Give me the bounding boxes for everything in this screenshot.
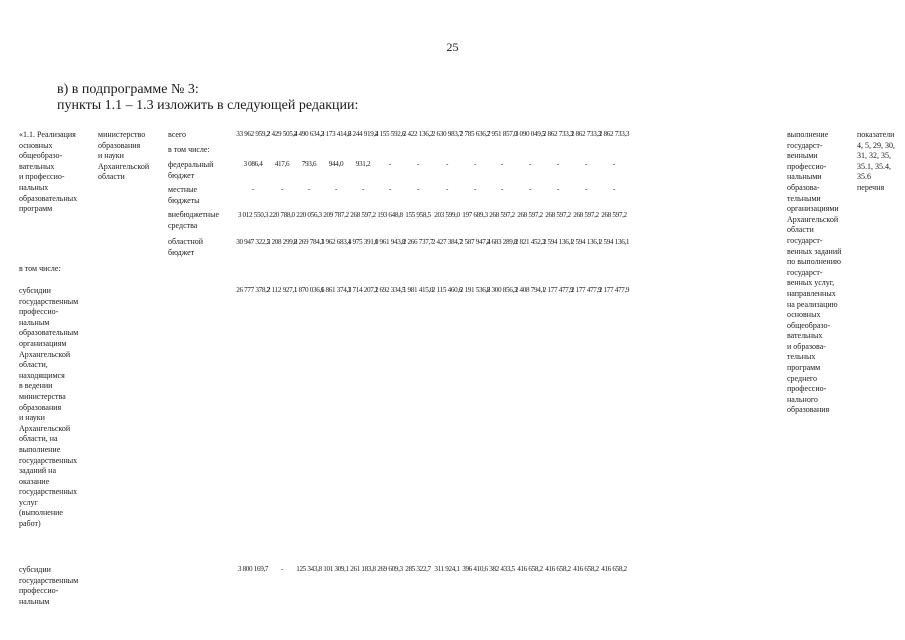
funding-label-local: местные бюджеты [168,185,200,205]
funding-extrabudget-value: 220 788,0 [269,211,295,219]
funding-local-value: - [612,185,616,193]
subsidy-1-value: 2 177 477,9 [570,286,602,294]
funding-local-value: - [416,185,420,193]
funding-local-value: - [500,185,504,193]
subsidy-1-value: 2 177 477,9 [542,286,574,294]
funding-local-value: - [388,185,392,193]
funding-label-regional: областной бюджет [168,237,204,257]
funding-federal-value: - [473,160,477,168]
funding-local-value: - [280,185,284,193]
funding-total-value: 2 862 733,3 [598,130,630,138]
funding-total-value: 2 490 634,3 [293,130,325,138]
funding-local-value: - [584,185,588,193]
funding-regional-value: 2 269 784,3 [293,238,325,246]
funding-regional-value: 1 962 683,4 [320,238,352,246]
funding-regional-value: 2 683 289,8 [486,238,518,246]
funding-local-value: - [445,185,449,193]
subsidy-2-value: 416 658,2 [517,565,543,573]
subsidy-1-value: 1 981 415,0 [402,286,434,294]
funding-total-value: 2 951 857,0 [486,130,518,138]
subsidy-1-value: 2 115 460,6 [431,286,463,294]
funding-label-federal: федеральный бюджет [168,160,214,180]
funding-extrabudget-value: 209 787,2 [323,211,349,219]
funding-local-value: - [251,185,255,193]
funding-federal-value: 931,2 [355,160,371,168]
funding-local-value: - [307,185,311,193]
subsidy-2-value: 416 658,2 [545,565,571,573]
funding-regional-value: 1 975 391,0 [347,238,379,246]
funding-federal-value: - [388,160,392,168]
funding-extrabudget-value: 268 597,2 [517,211,543,219]
funding-total-value: 3 090 049,5 [514,130,546,138]
subsidy-2-value: 416 658,2 [573,565,599,573]
funding-federal-value: - [612,160,616,168]
funding-label-including: в том числе: [168,145,210,154]
funding-extrabudget-value: 268 597,2 [489,211,515,219]
funding-extrabudget-value: 220 056,3 [296,211,322,219]
funding-extrabudget-value: 268 597,2 [545,211,571,219]
funding-total-value: 2 422 136,2 [402,130,434,138]
subsidy-2-value: 101 309,1 [323,565,349,573]
subsidy-2-value: 311 924,1 [434,565,460,573]
heading-subprogram: в) в подпрограмме № 3: [57,82,199,97]
funding-total-value: 2 862 733,3 [570,130,602,138]
funding-federal-value: - [416,160,420,168]
subsidy-2-value: 285 322,7 [405,565,431,573]
funding-federal-value: 944,0 [328,160,344,168]
funding-total-value: 33 962 959,2 [236,130,270,138]
subsidy-1-value: 1 861 374,3 [320,286,352,294]
subsidy-1-value: 1 714 207,2 [347,286,379,294]
funding-regional-value: 2 427 384,7 [431,238,463,246]
funding-federal-value: - [445,160,449,168]
subsidy-2-value: 125 343,8 [296,565,322,573]
subsidy-2-value: 3 800 169,7 [237,565,269,573]
funding-regional-value: 2 594 136,1 [542,238,574,246]
funding-local-value: - [334,185,338,193]
in-total-label: в том числе: [19,264,61,273]
subsidy-1-value: 2 300 856,3 [486,286,518,294]
page-number: 25 [446,40,459,54]
funding-total-value: 2 862 733,3 [542,130,574,138]
funding-federal-value: 417,6 [274,160,290,168]
funding-total-value: 2 630 983,7 [431,130,463,138]
funding-federal-value: - [528,160,532,168]
item-name: «1.1. Реализация основных общеобразо- вательных и профессио- нальных образовательных программ [19,130,78,214]
funding-local-value: - [556,185,560,193]
funding-regional-value: 2 594 136,1 [570,238,602,246]
subsidy-2-value: 396 410,6 [462,565,488,573]
funding-extrabudget-value: 268 597,2 [573,211,599,219]
subsidy-1-value: 1 692 334,5 [374,286,406,294]
funding-regional-value: 30 947 322,5 [236,238,270,246]
funding-regional-value: 2 821 452,3 [514,238,546,246]
funding-federal-value: - [584,160,588,168]
funding-federal-value: - [500,160,504,168]
funding-local-value: - [473,185,477,193]
subsidy-1-value: 2 191 536,8 [459,286,491,294]
funding-regional-value: 2 587 947,4 [459,238,491,246]
subsidy-1-value: 2 408 794,1 [514,286,546,294]
result-description: выполнение государст- венными профессио- нальными образова- тельными организациями Архангельской области государст- венных заданий по выполнению государст- венных услуг, направленных на реализацию основных общеобразо- вательных и образова- тельных программ среднего профессио- нального образования [787,130,842,415]
funding-extrabudget-value: 197 689,3 [462,211,488,219]
funding-total-value: 2 429 505,4 [266,130,298,138]
funding-extrabudget-value: 203 599,0 [434,211,460,219]
subsidy-1-value: 1 870 036,6 [293,286,325,294]
funding-extrabudget-value: 268 597,2 [601,211,627,219]
funding-total-value: 2 155 592,6 [374,130,406,138]
subsidy-2-value: 261 183,8 [350,565,376,573]
funding-label-extrabudget: внебюджетные средства [168,210,219,230]
funding-local-value: - [528,185,532,193]
funding-regional-value: 2 266 737,7 [402,238,434,246]
funding-total-value: 2 244 919,4 [347,130,379,138]
funding-extrabudget-value: 268 597,2 [350,211,376,219]
funding-regional-value: 1 961 943,8 [374,238,406,246]
funding-regional-value: 2 208 299,8 [266,238,298,246]
funding-regional-value: 2 594 136,1 [598,238,630,246]
funding-total-value: 2 785 636,7 [459,130,491,138]
subsidy-2-value: - [280,565,284,573]
subsidy-2-label: субсидии государственным профессио- нальным [19,565,79,606]
subsidy-1-value: 26 777 378,2 [236,286,270,294]
subsidy-2-value: 269 609,3 [377,565,403,573]
funding-extrabudget-value: 193 648,8 [377,211,403,219]
subsidy-1-value: 2 177 477,9 [598,286,630,294]
funding-federal-value: 793,6 [301,160,317,168]
funding-label-total: всего [168,130,187,139]
target-indicators: показатели 4, 5, 29, 30, 31, 32, 35, 35.1, 35.4, 35.6 перечня [857,130,895,192]
funding-federal-value: 3 086,4 [243,160,263,168]
executor: министерство образования и науки Архангельской области [98,130,150,182]
funding-federal-value: - [556,160,560,168]
funding-local-value: - [361,185,365,193]
subsidy-2-value: 416 658,2 [601,565,627,573]
heading-instruction: пункты 1.1 – 1.3 изложить в следующей редакции: [57,98,359,113]
funding-total-value: 2 173 414,6 [320,130,352,138]
subsidy-1-value: 2 112 927,1 [266,286,298,294]
funding-extrabudget-value: 3 012 550,3 [237,211,269,219]
funding-extrabudget-value: 155 958,5 [405,211,431,219]
subsidy-1-label: субсидии государственным профессио- нальным образовательным организациям Архангельской области, находящимся в ведении министерства образования и науки Архангельской области, на выполнение государственных заданий на оказание государственных услуг (выполнение работ) [19,286,79,529]
subsidy-2-value: 382 433,5 [489,565,515,573]
